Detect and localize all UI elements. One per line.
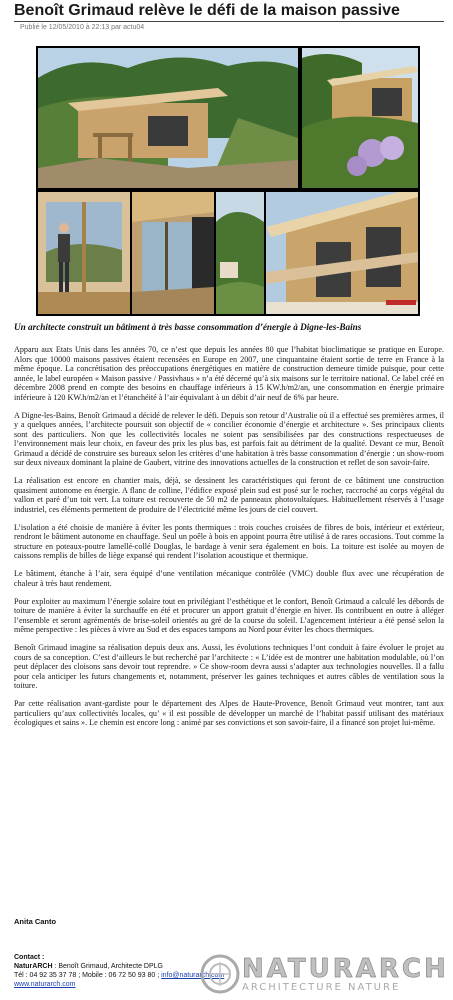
logo-tagline: ARCHITECTURE NATURE — [242, 982, 401, 993]
paragraph: Pour exploiter au maximum l’énergie solaire tout en privilégiant l’esthétique et le confort, Benoît Grimaud a calculé les débords de toiture de manière à éviter la surchauffe en été et procurer un apport gratuit d’énergie en hiver. Ils contribuent en outre à alléger l’ensemble et seront agrémentés de brise-soleil orientés au gré de la course du soleil. L’agencement intérieur a été pensé selon la même perspective : les pièces à vivre au Sud et des espaces tampons au Nord pour éviter les chocs thermiques. — [14, 596, 444, 634]
company-name: NaturARCH — [14, 963, 53, 970]
paragraph: La réalisation est encore en chantier mais, déjà, se dessinent les caractéristiques qui feront de ce bâtiment une construction quasiment autonome en énergie. A flanc de colline, l’édifice exposé plein sud est posé sur le rocher, raccroché au corps végétal du vallon et paré d’un toit vert. La toiture est recouverte de 50 m2 de panneaux photovoltaïques. Habituellement réservés à l’usage industriel, ces éléments permettent de produire de l’électricité même les jours de ciel couvert. — [14, 476, 444, 514]
article-title: Benoît Grimaud relève le défi de la maison passive — [14, 2, 444, 22]
photo-house-flowers — [302, 48, 418, 188]
photo-interior-glazing — [132, 192, 214, 314]
logo-name: NATURARCH — [242, 954, 449, 984]
paragraph: Le bâtiment, étanche à l’air, sera équipé d’une ventilation mécanique contrôlée (VMC) double flux avec une récupération de chaleur à très haut rendement. — [14, 569, 444, 588]
naturarch-logo — [198, 952, 450, 998]
publish-info: Publié le 12/05/2010 à 22:13 par actu04 — [20, 24, 145, 31]
contact-person: : Benoît Grimaud, Architecte DPLG — [52, 963, 163, 970]
paragraph: Par cette réalisation avant-gardiste pour le département des Alpes de Haute-Provence, Benoît Grimaud veut montrer, tant aux particuliers qu’aux collectivités locales, qu’ « il est possible de développer un marché de l’habitat passif utilisant des matériaux écologiques et sains ». Le chemin est encore long : animé par ses convictions et son savoir-faire, il a financé son projet lui-même. — [14, 699, 444, 727]
photo-facade — [266, 192, 418, 314]
photo-valley-view — [216, 192, 264, 314]
photo-caption: Un architecte construit un bâtiment à très basse consommation d’énergie à Digne-les-Bains — [14, 322, 362, 332]
paragraph: A Digne-les-Bains, Benoît Grimaud a décidé de relever le défi. Depuis son retour d’Australie où il a effectué ses premières armes, il y a quelques années, l’architecte poursuit son objectif de « concilier économie d’énergie et architecture ». Ses principaux clients sont des particuliers. Non que les collectivités locales ne soient pas sensibilisées par des constructions respectueuses de l’environnement mais leur choix, en faveur des prix les plus bas, est parfois fait au détriment de la qualité. Devant ce mur, Benoît Grimaud a décidé de construire ses bureaux selon les critères d’une habitation à très basse consommation d’énergie : un show-room sur deux niveaux dominant la plaine de Gaubert, vitrine des innovations actuelles de la construction et reflet de son savoir-faire. — [14, 410, 444, 467]
contact-phone: Tél : 04 92 35 37 78 ; Mobile : 06 72 50 93 80 ; — [14, 972, 160, 979]
article-body — [14, 345, 444, 736]
contact-email-link[interactable]: info@naturarch.com — [161, 972, 225, 979]
paragraph: Benoît Grimaud imagine sa réalisation depuis deux ans. Aussi, les évolutions techniques l’ont conduit à faire évoluer le projet au cours de sa conception. C’est d’ailleurs le but recherché par l’architecte : « L’idée est de montrer une habitation modulable, où l’on peut déplacer des cloisons sans devoir tout reprendre. » Ce show-room devra aussi s’adapter aux technologies nouvelles. Il a fallu pour cela anticiper les futurs changements et, notamment, préserver les gaines techniques et autres câbles de ventilation sous la toiture. — [14, 643, 444, 690]
paragraph: Apparu aux Etats Unis dans les années 70, ce n’est que depuis les années 80 que l’habitat bioclimatique se pratique en Europe. Alors que 10000 maisons passives étaient recensées en Europe en 2007, une cinquantaine étaient sortie de terre en France à la même époque. La concrétisation des préoccupations énergétiques en matière de construction demeure timide puisque, pour cette année, le label européen « Maison passive / Passivhaus » n’a été décerné qu’à six maisons sur le territoire national. Ce label créé en décembre 2008 prend en compte des besoins en chauffage inférieurs à 15 KW.h/m2/an, une consommation en énergie primaire inférieure à 120 KW.h/m2/an et l’étanchéité à l’air équivalant à un débit d’air neuf de 6% par heure. — [14, 345, 444, 402]
photo-architect — [38, 192, 130, 314]
paragraph: L’isolation a été choisie de manière à éviter les ponts thermiques : trois couches croisées de fibres de bois, intérieur et extérieur, rendront le bâtiment autonome en chauffage. Seul un poêle à bois en appoint pourra être utilisé à de rares occasions. Tout comme la structure en poteaux-poutre lamellé-collé Douglas, le bardage à venir sera également en bois. La toiture est isolée au moyen de caissons remplis de billes de liège expansé qui rendent l’isolation acoustique et thermique. — [14, 522, 444, 560]
website-link[interactable]: www.naturarch.com — [14, 981, 76, 988]
photo-collage — [36, 46, 420, 316]
contact-label: Contact : — [14, 954, 45, 961]
photo-house-hillside — [38, 48, 298, 188]
author-name: Anita Canto — [14, 917, 57, 926]
